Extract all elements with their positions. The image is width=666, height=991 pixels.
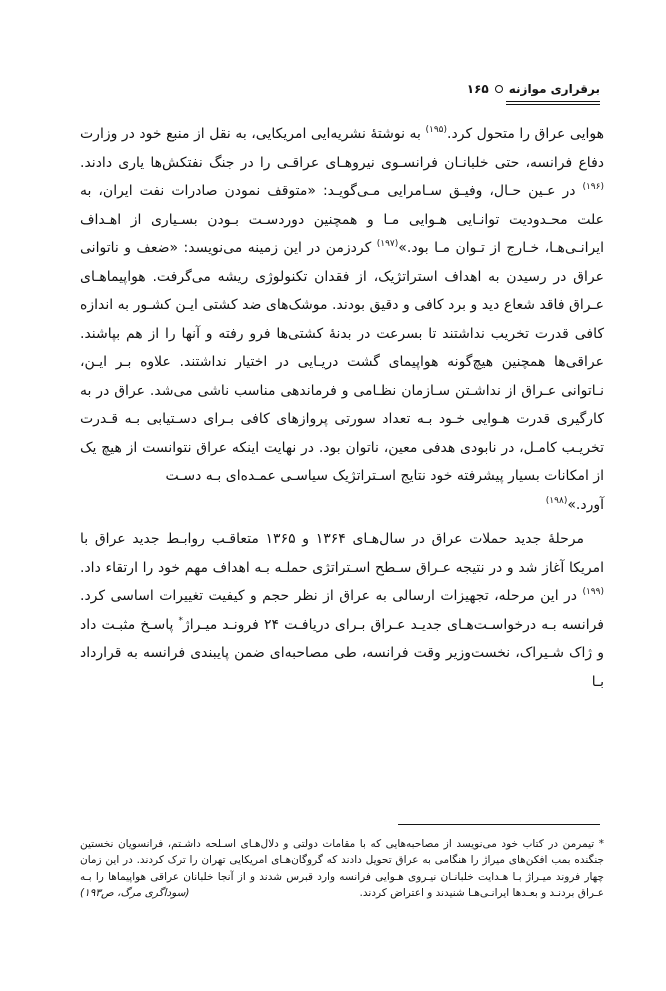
para2-text-2: در این مرحله، تجهیزات ارسالی به عراق از نظر حجم و کیفیت تغییرات اساسی کرد. فرانسه بـه درخواسـت‌هـای جدیـد عـراق بـرای دریافـت ۲۴ فرونـد میـراژ [80, 588, 605, 633]
footnote-text [80, 836, 604, 902]
para2-text-3: پاسـخ مثبـت داد و ژاک شـیراک، نخست‌وزیر وقت فرانسه، طی مصاحبه‌ای ضمن پایبندی فرانسه به قرارداد بـا [80, 616, 604, 690]
header-rule [506, 104, 600, 105]
footnote [80, 836, 604, 902]
paragraph-1 [80, 120, 604, 491]
para2-text-1: مرحلهٔ جدید حملات عراق در سال‌هـای ۱۳۶۴ و ۱۳۶۵ متعاقـب روابـط جدید عراق با امریکا آغاز شد و در نتیجه عـراق سـطح اسـتراتژی حملـه بـه اهداف مهم خود را ارتقاء داد. [80, 531, 604, 576]
circle-separator-icon [495, 85, 503, 93]
para1-text-3: در عـین حـال، وفیـق سـامرایی مـی‌گویـد: «متوقف نمودن صادرات نفت ایران، به علت محـدودیت توانـایی هـوایی مـا و همچنین دوردسـت بـودن بسـیاری از اهـداف ایرانـی‌هـا، خـارج از تـوان مـا بود.» [80, 183, 604, 256]
endnote-ref: (۱۹۷) [376, 239, 399, 249]
footnote-source: (سوداگری مرگ، ص۱۹۳) [80, 887, 190, 900]
body-text [80, 120, 604, 696]
para1-text-4: کردزمن در این زمینه می‌نویسد: «ضعف و ناتوانی عراق در رسیدن به اهداف استراتژیک، از فقدان تکنولوژی ریشه می‌گرفت. هواپیماهـای عـراق فاقد شعاع دید و برد کافی و دقیق بودند. موشک‌های ضد کشتی ایـن کشـور به اندازه کافی قدرت تخریب نداشتند تا بسرعت در بدنهٔ کشتی‌ها فرو رفته و آنها را از هم بپاشند. عراقی‌ها همچنین هیچ‌گونه هواپیمای گشت دریـایی در اختیار نداشتند. علاوه بـر ایـن، نـاتوانی عـراق از نداشـتن سـازمان نظـامی و فرماندهی مناسب ناشی می‌شد. عراق در به کارگیری قدرت هـوایی خـود بـه تعداد سورتی پروازهای کافی بـرای دسـتیابی بـه قـدرت تخریـب کامـل، در نابودی هدفی معین، ناتوان بود. در نهایت اینکه عراق نتوانست از هیچ یک از امکانات بسیار پیشرفته خود نتایج اسـتراتژیک سیاسـی عمـده‌ای بـه دسـت [80, 240, 604, 484]
header-rule [506, 101, 600, 102]
paragraph-1-last-line [80, 491, 604, 520]
paragraph-2 [80, 525, 604, 696]
page-number: ۱۶۵ [466, 82, 489, 96]
endnote-ref: (۱۹۶) [582, 182, 604, 192]
header-title: برقراری موازنه [508, 82, 600, 96]
para1-text-1: هوایی عراق را متحول کرد. [447, 126, 604, 142]
running-header [80, 78, 600, 100]
endnote-ref: (۱۹۹) [582, 587, 604, 597]
footnote-body: * تیمرمن در کتاب خود می‌نویسد از مصاحبه‌هایی که با مقامات دولتی و دلال‌هـای اسـلحه داشـتم، فرانسویان نخستین جنگنده بمب افکن‌های میراژ را هنگامی به عراق تحویل دادند که گروگان‌هـای امریکایی تهران را ترک کردند. در این زمان چهار فروند میـراژ بـا هـدایت خلبانـان نیـروی هـوایی فرانسه وارد قبرس شدند و از آنجا خلبانان عراقی هواپیماها را بـه عـراق بردنـد و بعـدها ایرانـی‌هـا شنیدند و اعتراض کردند. [80, 838, 604, 900]
footnote-marker: * [178, 615, 183, 626]
para1-text-2: به نوشتهٔ نشریه‌ایی امریکایی، به نقل از منبع خود در وزارت دفاع فرانسه، حتی خلبانـان فرانسـوی نیروهـای عراقـی را در جنگ نفتکش‌ها یاری دادند. [80, 126, 604, 171]
endnote-ref: (۱۹۵) [425, 125, 448, 135]
para1-text-5: آورد.» [567, 496, 604, 513]
footnote-rule [398, 824, 600, 825]
endnote-ref: (۱۹۸) [545, 495, 568, 506]
